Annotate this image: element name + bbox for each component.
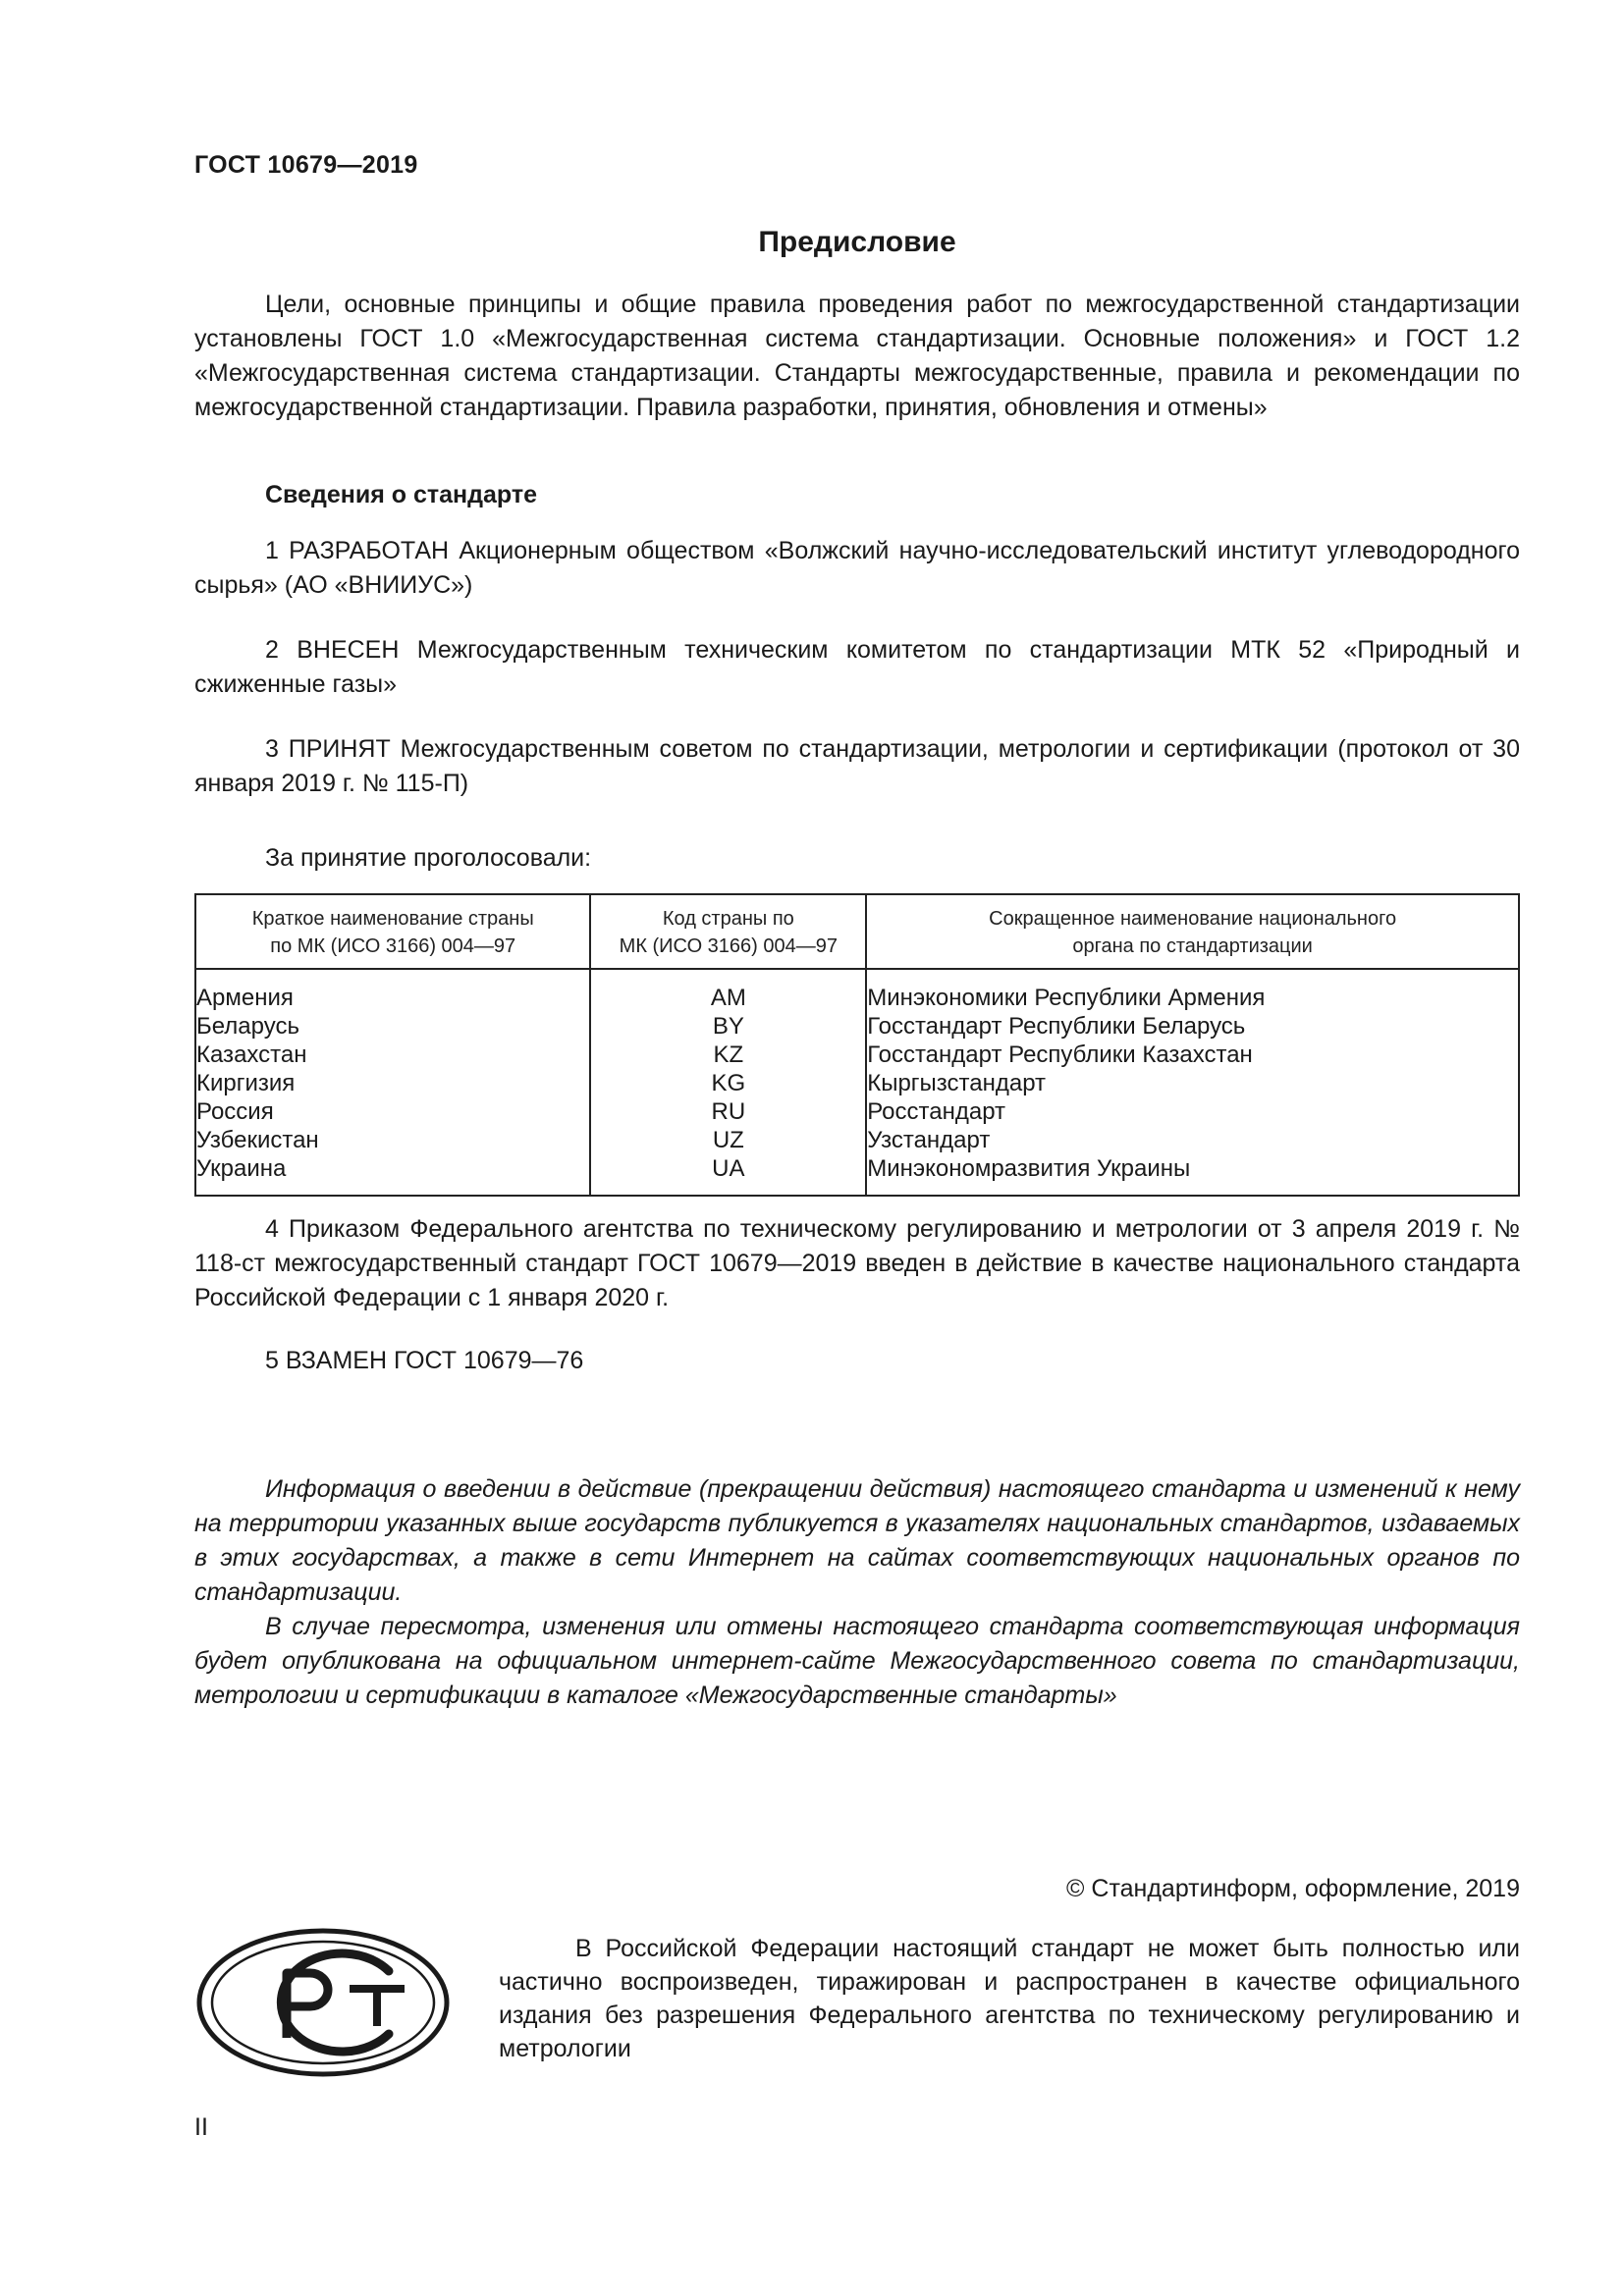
notice-paragraph-2: В случае пересмотра, изменения или отмены настоящего стандарта соответствующая информация будет опубликована на официальном интернет-сайте Межгосударственного совета по стандартизации, метрологии и сертификации в каталоге «Межгосударственные стандарты» bbox=[194, 1613, 1520, 1709]
item-developed: 1 РАЗРАБОТАН Акционерным обществом «Волжский научно-исследовательский институт углеводородного сырья» (АО «ВНИИУС») bbox=[194, 537, 1520, 599]
copyright-line: © Стандартинформ, оформление, 2019 bbox=[1066, 1875, 1520, 1902]
table-cell: KG bbox=[711, 1070, 746, 1096]
table-cell: AM bbox=[710, 985, 746, 1011]
table-cell: Украина bbox=[196, 1155, 287, 1182]
page-title: Предисловие bbox=[758, 226, 956, 258]
table-cell: Казахстан bbox=[196, 1041, 307, 1068]
table-cell: UA bbox=[712, 1155, 745, 1182]
table-cell: Госстандарт Республики Беларусь bbox=[867, 1013, 1246, 1040]
document-page bbox=[194, 0, 1520, 2296]
header-code: Код страны по МК (ИСО 3166) 004—97 bbox=[590, 894, 866, 969]
voted-intro: За принятие проголосовали: bbox=[265, 844, 592, 872]
item-order: 4 Приказом Федерального агентства по техническому регулированию и метрологии от 3 апреля 2019 г. № 118-ст межгосударственный стандарт ГОСТ 10679—2019 введен в действие в качестве национального стандарта Российской Федерации с 1 января 2020 г. bbox=[194, 1215, 1520, 1311]
item-replaces: 5 ВЗАМЕН ГОСТ 10679—76 bbox=[265, 1347, 584, 1374]
table-cell: Минэкономразвития Украины bbox=[867, 1155, 1191, 1182]
table-cell: Росстандарт bbox=[867, 1098, 1006, 1125]
notice-paragraph-1: Информация о введении в действие (прекращении действия) настоящего стандарта и изменений к нему на территории указанных выше государств публикуется в указателях национальных стандартов, издаваемых в этих государствах, а также в сети Интернет на сайтах соответствующих национальных органов по стандартизации. bbox=[194, 1475, 1520, 1606]
info-heading: Сведения о стандарте bbox=[265, 481, 538, 508]
header-country: Краткое наименование страны по МК (ИСО 3166) 004—97 bbox=[195, 894, 590, 969]
table-cell: KZ bbox=[713, 1041, 744, 1068]
table-cell: Узбекистан bbox=[196, 1127, 319, 1153]
document-code: ГОСТ 10679—2019 bbox=[194, 151, 418, 179]
item-adopted: 3 ПРИНЯТ Межгосударственным советом по стандартизации, метрологии и сертификации (протокол от 30 января 2019 г. № 115-П) bbox=[194, 735, 1520, 797]
country-column bbox=[195, 969, 590, 1196]
rights-notice: В Российской Федерации настоящий стандарт не может быть полностью или частично воспроизведен, тиражирован и распространен в качестве официального издания без разрешения Федерального агентства по техническому регулированию и метрологии bbox=[499, 1935, 1520, 2062]
table-cell: Россия bbox=[196, 1098, 274, 1125]
page-number: II bbox=[194, 2113, 208, 2141]
intro-paragraph: Цели, основные принципы и общие правила проведения работ по межгосударственной стандартизации установлены ГОСТ 1.0 «Межгосударственная система стандартизации. Основные положения» и ГОСТ 1.2 «Межгосударственная система стандартизации. Стандарты межгосударственные, правила и рекомендации по межгосударственной стандартизации. Правила разработки, принятия, обновления и отмены» bbox=[194, 291, 1520, 421]
voting-table bbox=[194, 893, 1520, 1197]
table-body-row bbox=[195, 969, 1519, 1196]
item-introduced: 2 ВНЕСЕН Межгосударственным техническим комитетом по стандартизации МТК 52 «Природный и сжиженные газы» bbox=[194, 636, 1520, 698]
table-cell: Узстандарт bbox=[867, 1127, 991, 1153]
table-cell: Киргизия bbox=[196, 1070, 296, 1096]
table-cell: UZ bbox=[712, 1127, 744, 1153]
header-org: Сокращенное наименование национального органа по стандартизации bbox=[866, 894, 1519, 969]
table-cell: Беларусь bbox=[196, 1013, 299, 1040]
code-column bbox=[590, 969, 866, 1196]
org-column bbox=[866, 969, 1519, 1196]
table-header-row bbox=[195, 894, 1519, 969]
table-cell: Госстандарт Республики Казахстан bbox=[867, 1041, 1253, 1068]
table-cell: Армения bbox=[196, 985, 294, 1011]
table-cell: RU bbox=[711, 1098, 746, 1125]
table-cell: BY bbox=[712, 1013, 744, 1040]
rst-certification-mark-icon bbox=[196, 1928, 450, 2077]
table-cell: Кыргызстандарт bbox=[867, 1070, 1047, 1096]
table-cell: Минэкономики Республики Армения bbox=[867, 985, 1266, 1011]
